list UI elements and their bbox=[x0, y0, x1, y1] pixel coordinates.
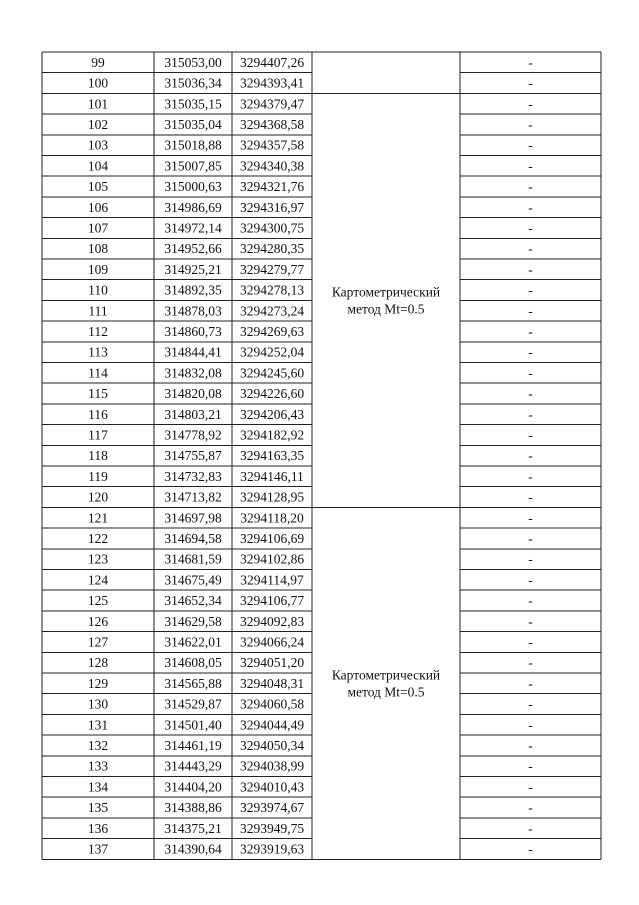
empty-value-dash: - bbox=[528, 758, 533, 774]
coordinate-y: 3294092,83 bbox=[239, 613, 305, 629]
coordinate-y: 3294316,97 bbox=[239, 199, 305, 215]
coordinate-y: 3294279,77 bbox=[239, 261, 305, 277]
coordinate-y: 3294368,58 bbox=[239, 116, 305, 132]
coordinate-y: 3294340,38 bbox=[239, 158, 305, 174]
empty-value-dash: - bbox=[528, 551, 533, 567]
coordinate-x: 314755,87 bbox=[164, 448, 222, 464]
coordinate-x: 314713,82 bbox=[164, 489, 222, 505]
coordinate-x: 314952,66 bbox=[164, 241, 222, 257]
coordinate-y: 3294050,34 bbox=[239, 737, 305, 753]
point-number: 107 bbox=[87, 220, 109, 236]
coordinate-x: 314860,73 bbox=[164, 323, 222, 339]
point-number: 132 bbox=[87, 737, 109, 753]
coordinate-x: 314529,87 bbox=[164, 696, 222, 712]
coordinate-y: 3294269,63 bbox=[239, 323, 305, 339]
coordinate-y: 3294280,35 bbox=[239, 241, 305, 257]
empty-value-dash: - bbox=[528, 220, 533, 236]
point-number: 100 bbox=[87, 75, 109, 91]
coordinate-y: 3294048,31 bbox=[239, 675, 305, 691]
coordinate-x: 314697,98 bbox=[164, 510, 222, 526]
coordinate-x: 314388,86 bbox=[164, 800, 222, 816]
coordinate-x: 314878,03 bbox=[164, 303, 222, 319]
coordinate-x: 314404,20 bbox=[164, 779, 222, 795]
coordinate-x: 314565,88 bbox=[164, 675, 222, 691]
empty-value-dash: - bbox=[528, 427, 533, 443]
point-number: 126 bbox=[87, 613, 109, 629]
coordinate-y: 3294106,69 bbox=[239, 530, 305, 546]
coordinate-y: 3294128,95 bbox=[239, 489, 305, 505]
coordinate-x: 314820,08 bbox=[164, 386, 222, 402]
point-number: 129 bbox=[87, 675, 109, 691]
empty-value-dash: - bbox=[528, 593, 533, 609]
empty-value-dash: - bbox=[528, 737, 533, 753]
empty-value-dash: - bbox=[528, 323, 533, 339]
point-number: 124 bbox=[87, 572, 109, 588]
empty-value-dash: - bbox=[528, 613, 533, 629]
point-number: 127 bbox=[87, 634, 109, 650]
coordinate-x: 314375,21 bbox=[164, 820, 222, 836]
point-number: 112 bbox=[88, 323, 108, 339]
coordinate-x: 314972,14 bbox=[164, 220, 222, 236]
empty-value-dash: - bbox=[528, 841, 533, 857]
coordinate-x: 314443,29 bbox=[164, 758, 222, 774]
coordinate-y: 3294206,43 bbox=[239, 406, 305, 422]
point-number: 99 bbox=[91, 54, 105, 70]
point-number: 136 bbox=[87, 820, 109, 836]
coordinate-x: 314501,40 bbox=[164, 717, 222, 733]
point-number: 130 bbox=[87, 696, 109, 712]
empty-value-dash: - bbox=[528, 282, 533, 298]
point-number: 105 bbox=[87, 179, 109, 195]
point-number: 109 bbox=[87, 261, 109, 277]
point-number: 122 bbox=[87, 530, 109, 546]
empty-value-dash: - bbox=[528, 199, 533, 215]
point-number: 113 bbox=[88, 344, 108, 360]
coordinate-y: 3294245,60 bbox=[239, 365, 305, 381]
method-label: Картометрический bbox=[331, 667, 441, 683]
coordinate-y: 3294010,43 bbox=[239, 779, 305, 795]
point-number: 104 bbox=[87, 158, 109, 174]
coordinate-y: 3293919,63 bbox=[239, 841, 305, 857]
coordinate-y: 3294038,99 bbox=[239, 758, 305, 774]
coordinate-x: 314622,01 bbox=[164, 634, 222, 650]
coordinate-y: 3294273,24 bbox=[239, 303, 305, 319]
point-number: 119 bbox=[88, 468, 108, 484]
point-number: 101 bbox=[87, 96, 109, 112]
empty-value-dash: - bbox=[528, 468, 533, 484]
point-number: 120 bbox=[87, 489, 109, 505]
method-label: метод Mt=0.5 bbox=[347, 684, 425, 700]
coordinate-y: 3294226,60 bbox=[239, 386, 305, 402]
empty-value-dash: - bbox=[528, 800, 533, 816]
coordinate-x: 314986,69 bbox=[164, 199, 222, 215]
empty-value-dash: - bbox=[528, 54, 533, 70]
coordinate-y: 3294393,41 bbox=[239, 75, 305, 91]
coordinate-y: 3294278,13 bbox=[239, 282, 305, 298]
coordinate-y: 3294300,75 bbox=[239, 220, 305, 236]
coordinate-y: 3294357,58 bbox=[239, 137, 305, 153]
empty-value-dash: - bbox=[528, 510, 533, 526]
coordinate-y: 3294066,24 bbox=[239, 634, 305, 650]
coordinate-y: 3294321,76 bbox=[239, 179, 305, 195]
coordinate-x: 314694,58 bbox=[164, 530, 222, 546]
coordinate-x: 314732,83 bbox=[164, 468, 222, 484]
coordinate-y: 3293974,67 bbox=[239, 800, 305, 816]
method-label: метод Mt=0.5 bbox=[347, 301, 425, 317]
coordinate-y: 3294118,20 bbox=[240, 510, 304, 526]
coordinate-x: 314892,35 bbox=[164, 282, 222, 298]
coordinate-x: 314461,19 bbox=[164, 737, 222, 753]
coordinate-y: 3294407,26 bbox=[239, 54, 305, 70]
coordinate-x: 314681,59 bbox=[164, 551, 222, 567]
empty-value-dash: - bbox=[528, 406, 533, 422]
point-number: 115 bbox=[88, 386, 108, 402]
empty-value-dash: - bbox=[528, 116, 533, 132]
point-number: 123 bbox=[87, 551, 109, 567]
coordinate-y: 3294146,11 bbox=[240, 468, 304, 484]
point-number: 128 bbox=[87, 655, 109, 671]
coordinate-x: 315007,85 bbox=[164, 158, 222, 174]
point-number: 117 bbox=[88, 427, 108, 443]
method-label: Картометрический bbox=[331, 284, 441, 300]
empty-value-dash: - bbox=[528, 489, 533, 505]
point-number: 106 bbox=[87, 199, 109, 215]
coordinate-y: 3294060,58 bbox=[239, 696, 305, 712]
point-number: 125 bbox=[87, 593, 109, 609]
empty-value-dash: - bbox=[528, 530, 533, 546]
empty-value-dash: - bbox=[528, 675, 533, 691]
empty-value-dash: - bbox=[528, 137, 533, 153]
coordinate-y: 3294114,97 bbox=[240, 572, 304, 588]
empty-value-dash: - bbox=[528, 820, 533, 836]
coordinate-x: 315018,88 bbox=[164, 137, 222, 153]
empty-value-dash: - bbox=[528, 717, 533, 733]
point-number: 133 bbox=[87, 758, 109, 774]
coordinate-x: 314675,49 bbox=[164, 572, 222, 588]
empty-value-dash: - bbox=[528, 634, 533, 650]
coordinate-y: 3294051,20 bbox=[239, 655, 305, 671]
point-number: 134 bbox=[87, 779, 109, 795]
coordinate-y: 3294106,77 bbox=[239, 593, 305, 609]
coordinate-x: 314803,21 bbox=[164, 406, 222, 422]
point-number: 111 bbox=[88, 303, 108, 319]
coordinate-x: 314844,41 bbox=[164, 344, 222, 360]
empty-value-dash: - bbox=[528, 779, 533, 795]
coordinate-x: 314925,21 bbox=[164, 261, 222, 277]
empty-value-dash: - bbox=[528, 655, 533, 671]
point-number: 121 bbox=[87, 510, 109, 526]
point-number: 137 bbox=[87, 841, 109, 857]
point-number: 103 bbox=[87, 137, 109, 153]
point-number: 116 bbox=[88, 406, 108, 422]
coordinate-y: 3294044,49 bbox=[239, 717, 305, 733]
coordinate-x: 314778,92 bbox=[164, 427, 222, 443]
point-number: 102 bbox=[87, 116, 109, 132]
empty-value-dash: - bbox=[528, 696, 533, 712]
coordinate-x: 314629,58 bbox=[164, 613, 222, 629]
coordinate-x: 314390,64 bbox=[164, 841, 222, 857]
coordinate-x: 315053,00 bbox=[164, 54, 222, 70]
point-number: 118 bbox=[88, 448, 108, 464]
point-number: 108 bbox=[87, 241, 109, 257]
coordinate-x: 314832,08 bbox=[164, 365, 222, 381]
point-number: 131 bbox=[87, 717, 109, 733]
empty-value-dash: - bbox=[528, 158, 533, 174]
empty-value-dash: - bbox=[528, 448, 533, 464]
coordinate-y: 3294252,04 bbox=[239, 344, 305, 360]
coordinate-x: 315036,34 bbox=[164, 75, 222, 91]
coordinate-x: 315000,63 bbox=[164, 179, 222, 195]
coordinate-x: 314652,34 bbox=[164, 593, 222, 609]
empty-value-dash: - bbox=[528, 386, 533, 402]
coordinate-y: 3293949,75 bbox=[239, 820, 305, 836]
empty-value-dash: - bbox=[528, 303, 533, 319]
coordinate-x: 314608,05 bbox=[164, 655, 222, 671]
empty-value-dash: - bbox=[528, 261, 533, 277]
coordinate-y: 3294102,86 bbox=[239, 551, 305, 567]
empty-value-dash: - bbox=[528, 179, 533, 195]
coordinate-y: 3294379,47 bbox=[239, 96, 305, 112]
coordinate-y: 3294163,35 bbox=[239, 448, 305, 464]
empty-value-dash: - bbox=[528, 96, 533, 112]
empty-value-dash: - bbox=[528, 572, 533, 588]
point-number: 114 bbox=[88, 365, 108, 381]
coordinate-y: 3294182,92 bbox=[239, 427, 305, 443]
empty-value-dash: - bbox=[528, 75, 533, 91]
empty-value-dash: - bbox=[528, 344, 533, 360]
point-number: 135 bbox=[87, 800, 109, 816]
coordinate-x: 315035,04 bbox=[164, 116, 222, 132]
empty-value-dash: - bbox=[528, 365, 533, 381]
point-number: 110 bbox=[88, 282, 108, 298]
empty-value-dash: - bbox=[528, 241, 533, 257]
coordinate-x: 315035,15 bbox=[164, 96, 222, 112]
